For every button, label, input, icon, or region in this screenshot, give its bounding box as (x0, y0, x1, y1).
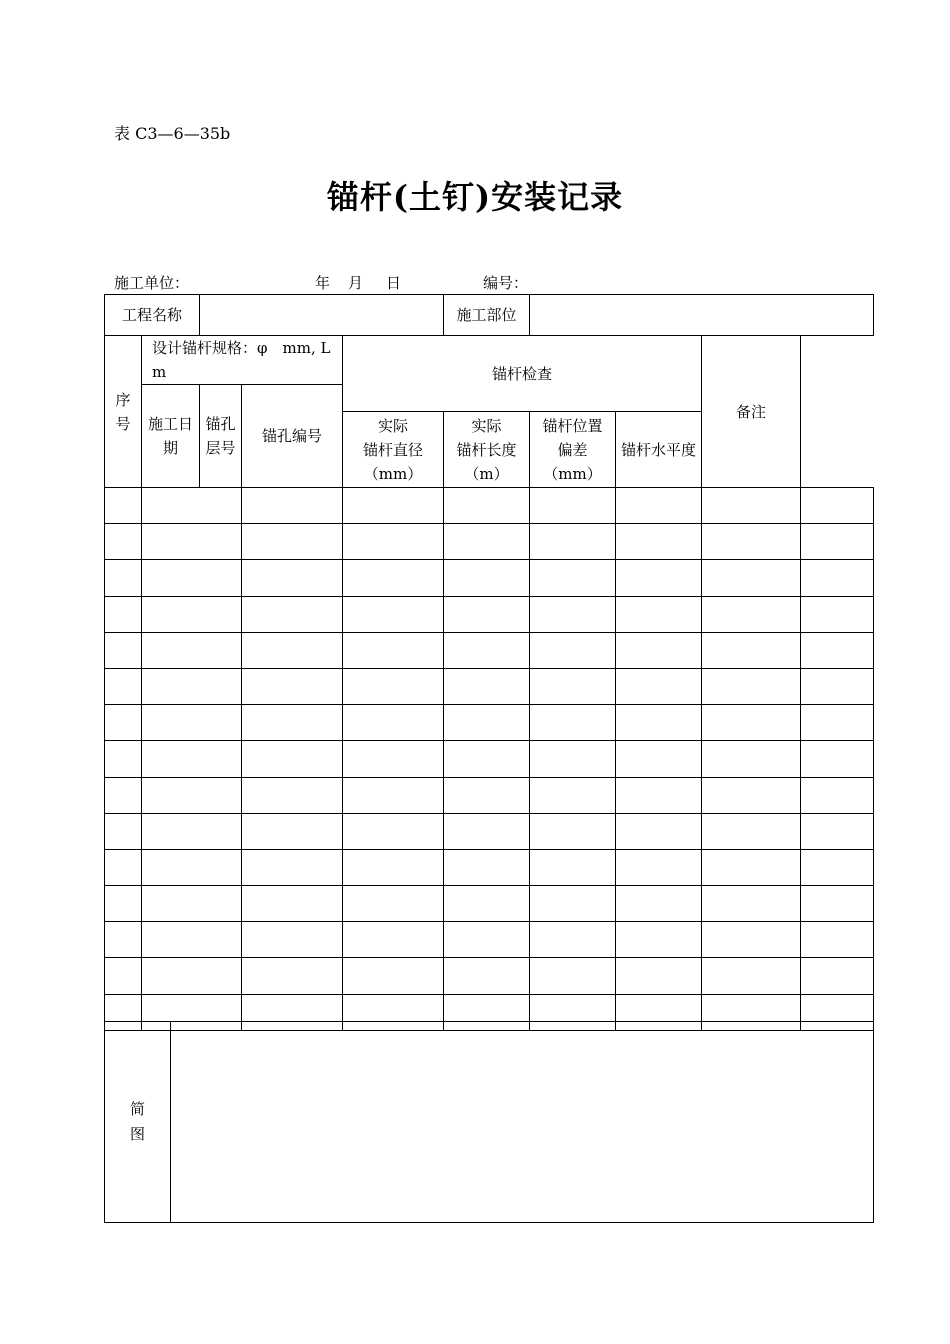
levelness-cell[interactable] (702, 632, 801, 668)
hole-layer-cell[interactable] (242, 632, 343, 668)
remarks-cell[interactable] (801, 705, 874, 741)
diameter-cell[interactable] (444, 922, 530, 958)
record-table (104, 294, 874, 1031)
levelness-cell[interactable] (702, 849, 801, 885)
diameter-cell[interactable] (444, 849, 530, 885)
seq-cell[interactable] (105, 488, 142, 524)
remarks-cell[interactable] (801, 886, 874, 922)
remarks-cell[interactable] (801, 488, 874, 524)
remarks-cell[interactable] (801, 813, 874, 849)
site-part-label: 施工部位 (444, 295, 530, 336)
levelness-cell[interactable] (702, 886, 801, 922)
hole-layer-cell[interactable] (242, 849, 343, 885)
hole-layer-cell[interactable] (242, 560, 343, 596)
hole-layer-cell[interactable] (242, 886, 343, 922)
seq-cell[interactable] (105, 813, 142, 849)
length-cell[interactable] (530, 958, 616, 994)
length-cell[interactable] (530, 813, 616, 849)
table-row (105, 705, 874, 741)
hole-number-header: 锚孔编号 (242, 385, 343, 488)
seq-cell[interactable] (105, 705, 142, 741)
construction-unit-label: 施工单位： (114, 274, 190, 292)
length-cell[interactable] (530, 741, 616, 777)
date-cell[interactable] (142, 596, 242, 632)
table-row (105, 632, 874, 668)
date-cell[interactable] (142, 922, 242, 958)
deviation-header-line2: 偏差 (557, 440, 588, 459)
table-row (105, 958, 874, 994)
date-cell[interactable] (142, 668, 242, 704)
remarks-cell[interactable] (801, 596, 874, 632)
construction-date-header: 施工日期 (142, 385, 200, 488)
deviation-cell[interactable] (616, 777, 702, 813)
length-cell[interactable] (530, 488, 616, 524)
deviation-cell[interactable] (616, 488, 702, 524)
remarks-header: 备注 (702, 336, 801, 488)
length-header (444, 412, 530, 488)
length-cell[interactable] (530, 632, 616, 668)
diameter-header-line1: 实际 (378, 416, 409, 435)
date-cell[interactable] (142, 560, 242, 596)
hole-layer-cell[interactable] (242, 777, 343, 813)
length-cell[interactable] (530, 849, 616, 885)
seq-header-line2: 号 (115, 414, 131, 433)
seq-cell[interactable] (105, 741, 142, 777)
seq-cell[interactable] (105, 922, 142, 958)
levelness-cell[interactable] (702, 777, 801, 813)
hole-layer-cell[interactable] (242, 922, 343, 958)
date-cell[interactable] (142, 741, 242, 777)
seq-cell[interactable] (105, 632, 142, 668)
hole-number-cell[interactable] (343, 596, 444, 632)
levelness-header: 锚杆水平度 (616, 412, 702, 488)
month-label: 月 (348, 274, 364, 292)
seq-cell[interactable] (105, 668, 142, 704)
length-header-line3: （m） (464, 464, 509, 483)
hole-layer-cell[interactable] (242, 524, 343, 560)
sketch-section (104, 1021, 874, 1223)
diameter-cell[interactable] (444, 886, 530, 922)
seq-cell[interactable] (105, 886, 142, 922)
hole-number-cell[interactable] (343, 705, 444, 741)
date-cell[interactable] (142, 524, 242, 560)
date-labels (315, 272, 401, 293)
levelness-cell[interactable] (702, 741, 801, 777)
deviation-cell[interactable] (616, 922, 702, 958)
deviation-cell[interactable] (616, 632, 702, 668)
levelness-cell[interactable] (702, 488, 801, 524)
diameter-cell[interactable] (444, 560, 530, 596)
diameter-cell[interactable] (444, 741, 530, 777)
levelness-cell[interactable] (702, 705, 801, 741)
levelness-cell[interactable] (702, 922, 801, 958)
hole-layer-header: 锚孔层号 (200, 385, 242, 488)
diameter-cell[interactable] (444, 813, 530, 849)
table-row (105, 813, 874, 849)
deviation-header (530, 412, 616, 488)
date-cell[interactable] (142, 886, 242, 922)
hole-number-cell[interactable] (343, 488, 444, 524)
table-row (105, 524, 874, 560)
table-row (105, 596, 874, 632)
deviation-cell[interactable] (616, 524, 702, 560)
table-row (105, 777, 874, 813)
hole-layer-cell[interactable] (242, 488, 343, 524)
design-spec-cell: 设计锚杆规格：φ mm, L m (142, 336, 343, 385)
sketch-label-line2: 图 (129, 1125, 145, 1143)
seq-cell[interactable] (105, 958, 142, 994)
seq-cell[interactable] (105, 777, 142, 813)
remarks-cell[interactable] (801, 741, 874, 777)
hole-layer-cell[interactable] (242, 668, 343, 704)
diameter-header-line3: （mm） (363, 464, 423, 483)
diameter-header-line2: 锚杆直径 (363, 440, 424, 459)
hole-number-cell[interactable] (343, 777, 444, 813)
hole-number-cell[interactable] (343, 632, 444, 668)
length-cell[interactable] (530, 596, 616, 632)
diameter-cell[interactable] (444, 705, 530, 741)
data-rows (105, 488, 874, 1031)
site-part-field[interactable] (530, 295, 874, 336)
table-row (105, 560, 874, 596)
seq-header (105, 336, 142, 488)
length-cell[interactable] (530, 560, 616, 596)
remarks-cell[interactable] (801, 777, 874, 813)
table-row (105, 668, 874, 704)
anchor-check-header: 锚杆检查 (343, 336, 702, 412)
deviation-cell[interactable] (616, 849, 702, 885)
deviation-cell[interactable] (616, 668, 702, 704)
hole-layer-cell[interactable] (242, 958, 343, 994)
length-cell[interactable] (530, 922, 616, 958)
deviation-header-line1: 锚杆位置 (542, 416, 603, 435)
hole-number-cell[interactable] (343, 524, 444, 560)
seq-cell[interactable] (105, 596, 142, 632)
hole-number-cell[interactable] (343, 922, 444, 958)
levelness-cell[interactable] (702, 813, 801, 849)
sketch-area[interactable] (171, 1022, 874, 1223)
diameter-cell[interactable] (444, 596, 530, 632)
length-header-line2: 锚杆长度 (456, 440, 517, 459)
remarks-cell[interactable] (801, 560, 874, 596)
levelness-cell[interactable] (702, 668, 801, 704)
date-cell[interactable] (142, 777, 242, 813)
hole-layer-cell[interactable] (242, 741, 343, 777)
deviation-header-line3: （mm） (543, 464, 602, 483)
diameter-cell[interactable] (444, 524, 530, 560)
length-cell[interactable] (530, 524, 616, 560)
sketch-label-line1: 简 (129, 1099, 145, 1118)
project-name-field[interactable] (200, 295, 444, 336)
diameter-cell[interactable] (444, 777, 530, 813)
remarks-cell[interactable] (801, 958, 874, 994)
diameter-cell[interactable] (444, 488, 530, 524)
deviation-cell[interactable] (616, 741, 702, 777)
hole-layer-cell[interactable] (242, 813, 343, 849)
table-row (105, 741, 874, 777)
hole-number-cell[interactable] (343, 741, 444, 777)
remarks-cell[interactable] (801, 849, 874, 885)
length-cell[interactable] (530, 886, 616, 922)
seq-cell[interactable] (105, 849, 142, 885)
table-row (105, 922, 874, 958)
levelness-cell[interactable] (702, 958, 801, 994)
deviation-cell[interactable] (616, 958, 702, 994)
year-label: 年 (315, 274, 331, 292)
diameter-cell[interactable] (444, 958, 530, 994)
levelness-cell[interactable] (702, 560, 801, 596)
date-cell[interactable] (142, 488, 242, 524)
remarks-cell[interactable] (801, 524, 874, 560)
diameter-cell[interactable] (444, 668, 530, 704)
levelness-cell[interactable] (702, 524, 801, 560)
date-cell[interactable] (142, 632, 242, 668)
table-row (105, 886, 874, 922)
deviation-cell[interactable] (616, 705, 702, 741)
date-cell[interactable] (142, 958, 242, 994)
date-cell[interactable] (142, 849, 242, 885)
hole-number-cell[interactable] (343, 668, 444, 704)
hole-number-cell[interactable] (343, 560, 444, 596)
diameter-header (343, 412, 444, 488)
day-label: 日 (386, 274, 402, 292)
seq-cell[interactable] (105, 560, 142, 596)
remarks-cell[interactable] (801, 922, 874, 958)
hole-number-cell[interactable] (343, 849, 444, 885)
levelness-cell[interactable] (702, 596, 801, 632)
length-header-line1: 实际 (471, 416, 502, 435)
sketch-label (105, 1022, 171, 1223)
deviation-cell[interactable] (616, 813, 702, 849)
deviation-cell[interactable] (616, 560, 702, 596)
date-cell[interactable] (142, 705, 242, 741)
hole-layer-cell[interactable] (242, 705, 343, 741)
seq-header-line1: 序 (115, 390, 131, 409)
page-title: 锚杆(土钉)安装记录 (326, 178, 624, 216)
table-row (105, 488, 874, 524)
record-number-label: 编号： (483, 274, 529, 292)
remarks-cell[interactable] (801, 632, 874, 668)
remarks-cell[interactable] (801, 668, 874, 704)
project-name-label: 工程名称 (105, 295, 200, 336)
table-row (105, 849, 874, 885)
length-cell[interactable] (530, 668, 616, 704)
hole-layer-cell[interactable] (242, 596, 343, 632)
form-code: 表 C3—6—35b (114, 124, 231, 143)
hole-number-cell[interactable] (343, 886, 444, 922)
length-cell[interactable] (530, 705, 616, 741)
hole-number-cell[interactable] (343, 958, 444, 994)
deviation-cell[interactable] (616, 596, 702, 632)
hole-number-cell[interactable] (343, 813, 444, 849)
seq-cell[interactable] (105, 524, 142, 560)
deviation-cell[interactable] (616, 886, 702, 922)
length-cell[interactable] (530, 777, 616, 813)
diameter-cell[interactable] (444, 632, 530, 668)
date-cell[interactable] (142, 813, 242, 849)
